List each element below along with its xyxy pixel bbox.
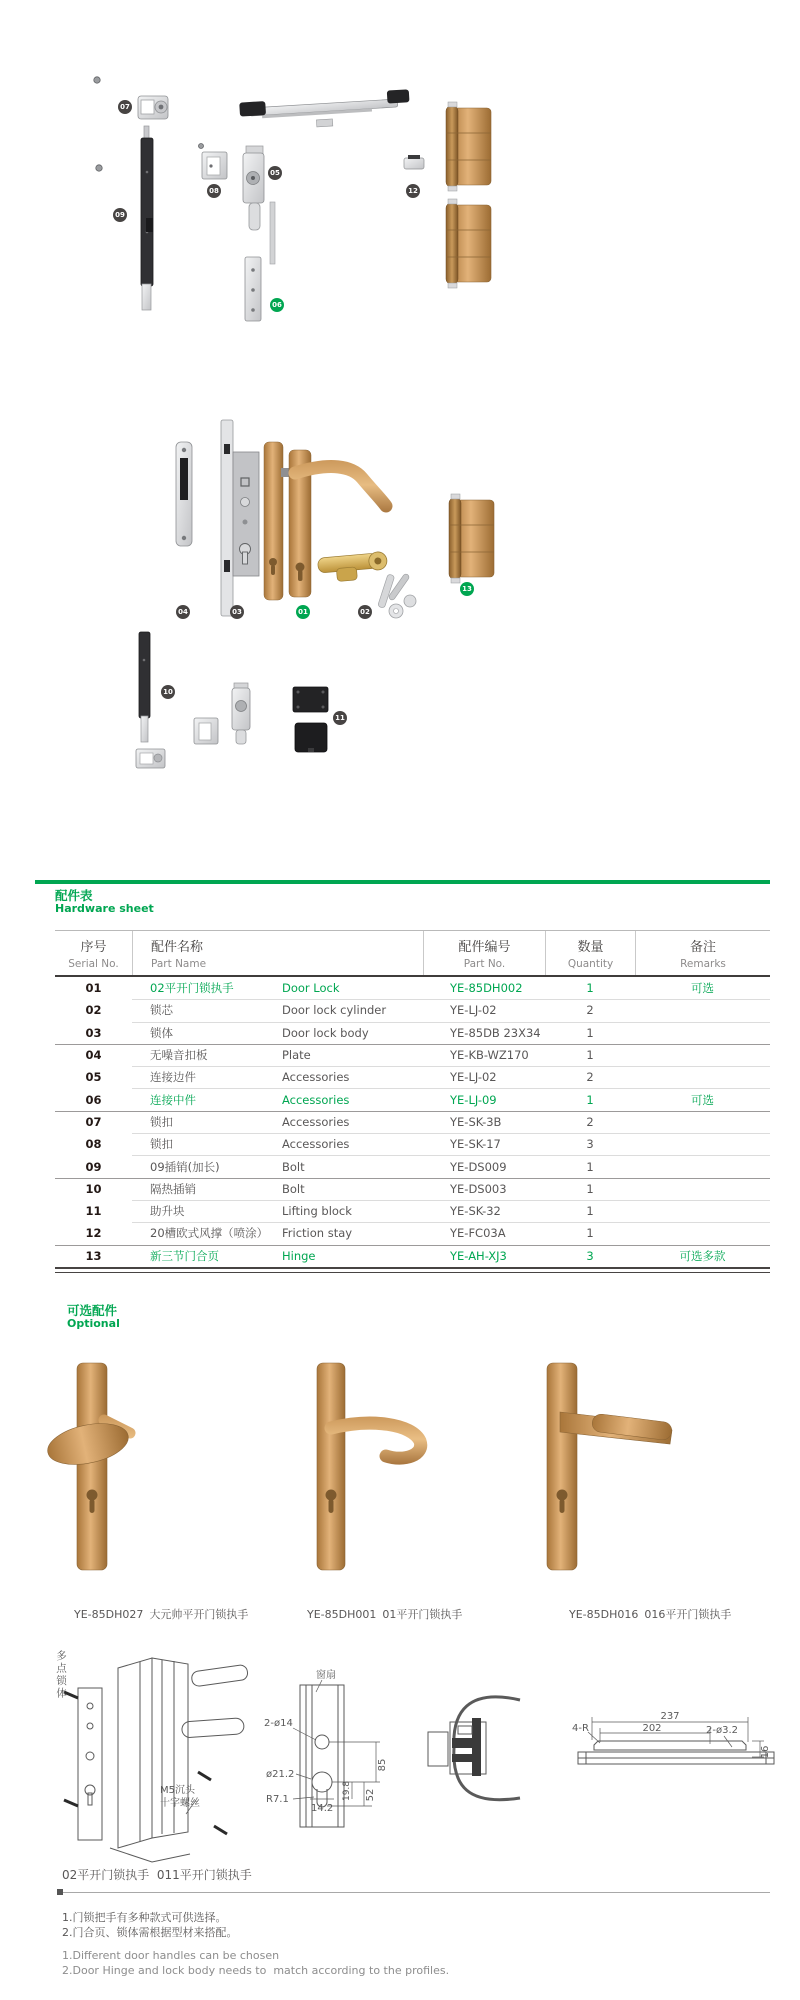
cell-part-name: 锁扣 Accessories	[150, 1137, 350, 1152]
dim-237: 237	[660, 1711, 680, 1722]
handle-caption-name: 016平开门锁执手	[644, 1608, 732, 1621]
plate-profile-drawing	[578, 1717, 774, 1764]
table-row	[55, 1044, 770, 1066]
cell-rmk: 可选	[691, 981, 714, 996]
cell-part-name: 锁芯 Door lock cylinder	[150, 1003, 387, 1018]
table-row	[55, 1133, 770, 1155]
small-keeper-illustration	[136, 749, 165, 768]
cell-part-name: 02平开门锁执手 Door Lock	[150, 981, 340, 996]
square-keeper-illustration	[202, 152, 227, 179]
cell-serial: 08	[85, 1137, 102, 1152]
edge-latch-illustration	[243, 146, 264, 230]
callout-04: 04	[176, 605, 190, 619]
insulated-bolt-illustration	[139, 632, 150, 742]
cell-pno: YE-FC03A	[450, 1226, 506, 1241]
table-row	[55, 977, 770, 999]
header-serial-en: Serial No.	[68, 958, 119, 970]
dim-4r: 4-R	[572, 1723, 589, 1734]
cell-pno: YE-DS003	[450, 1181, 507, 1196]
handle-caption	[60, 1593, 248, 1635]
drawings-caption: 02平开门锁执手 011平开门锁执手	[62, 1868, 252, 1882]
cell-part-name: 新三节门合页 Hinge	[150, 1248, 316, 1263]
cell-qty: 2	[586, 1070, 594, 1085]
cell-part-name: 助升块 Lifting block	[150, 1204, 352, 1219]
optional-title	[67, 1304, 120, 1331]
callout-13: 13	[460, 582, 474, 596]
lock-body-illustration	[221, 420, 259, 616]
cell-part-name: 隔热插销 Bolt	[150, 1181, 305, 1196]
callout-06: 06	[270, 298, 284, 312]
lifting-block-illustration	[293, 687, 328, 752]
dim-198: 19.8	[342, 1780, 352, 1802]
handle-caption	[555, 1593, 731, 1635]
table-row	[55, 999, 770, 1021]
stay-bracket-illustration	[404, 155, 424, 169]
table-row	[55, 1200, 770, 1222]
table-row	[55, 1111, 770, 1133]
note-cn-2: 2.门合页、锁体需根据型材来搭配。	[62, 1926, 238, 1939]
exploded-diagram	[94, 77, 494, 768]
hardware-sheet-title-en: Hardware sheet	[55, 902, 154, 916]
notes-cn	[62, 1910, 238, 1940]
handle-caption-code: YE-85DH001	[307, 1608, 377, 1621]
cell-qty: 1	[586, 1159, 594, 1174]
door-hinge-illustration	[449, 494, 494, 583]
cell-serial: 09	[85, 1159, 102, 1174]
dim-202: 202	[642, 1723, 662, 1734]
cell-pno: YE-LJ-09	[450, 1092, 497, 1107]
callout-07: 07	[118, 100, 132, 114]
cell-part-name: 锁体 Door lock body	[150, 1025, 369, 1040]
cell-serial: 04	[85, 1048, 102, 1063]
header-quantity-en: Quantity	[567, 958, 614, 970]
header-part-no-en: Part No.	[463, 958, 506, 970]
header-serial-cn: 序号	[80, 940, 107, 955]
handle-caption-name: 01平开门锁执手	[382, 1608, 463, 1621]
cell-qty: 1	[586, 1226, 594, 1241]
cell-qty: 1	[586, 1025, 594, 1040]
cell-serial: 10	[85, 1181, 102, 1196]
cell-serial: 02	[85, 1003, 102, 1018]
cell-rmk: 可选多款	[679, 1248, 726, 1263]
cell-serial: 01	[85, 981, 102, 996]
table-row	[55, 1155, 770, 1177]
cell-qty: 2	[586, 1114, 594, 1129]
handle-016-illustration	[547, 1363, 673, 1570]
dim-2xd14: 2-ø14	[264, 1718, 293, 1729]
cell-serial: 06	[85, 1092, 102, 1107]
header-remarks-en: Remarks	[680, 958, 726, 970]
section-divider-rule	[35, 880, 770, 884]
cell-serial: 11	[85, 1204, 102, 1219]
header-quantity	[545, 931, 635, 975]
callout-02: 02	[358, 605, 372, 619]
friction-stay-illustration	[239, 89, 411, 131]
table-row	[55, 1245, 770, 1267]
handle-section-drawing	[428, 1697, 520, 1800]
callout-10: 10	[161, 685, 175, 699]
header-serial	[55, 931, 132, 975]
cell-qty: 1	[586, 1204, 594, 1219]
header-remarks-cn: 备注	[689, 940, 716, 955]
door-hinge-illustration	[446, 102, 491, 191]
sash-label: 窗扇	[316, 1670, 336, 1681]
cell-part-name: 09插销(加长) Bolt	[150, 1159, 305, 1174]
screw-spec-label-1: M5沉头	[160, 1785, 195, 1796]
callout-08: 08	[207, 184, 221, 198]
table-row	[55, 1088, 770, 1110]
cell-serial: 07	[85, 1114, 102, 1129]
dim-142: 14.2	[311, 1803, 334, 1814]
cell-pno: YE-SK-17	[450, 1137, 501, 1152]
optional-handles	[44, 1363, 673, 1570]
cell-qty: 1	[586, 1181, 594, 1196]
note-en-2: 2.Door Hinge and lock body needs to match according to the profiles.	[62, 1964, 450, 1977]
handle-caption	[293, 1593, 462, 1635]
cell-part-name: 连接中件 Accessories	[150, 1092, 350, 1107]
footer-divider-square	[57, 1889, 63, 1895]
header-quantity-cn: 数量	[577, 940, 604, 955]
cell-part-name: 锁扣 Accessories	[150, 1114, 350, 1129]
hardware-table-header	[55, 930, 770, 977]
cell-part-name: 连接边件 Accessories	[150, 1070, 350, 1085]
cell-pno: YE-SK-32	[450, 1204, 501, 1219]
cell-pno: YE-85DH002	[450, 981, 523, 996]
technical-drawings	[64, 1658, 774, 1862]
table-row	[55, 1066, 770, 1088]
callout-11: 11	[333, 711, 347, 725]
notes-en	[62, 1948, 449, 1978]
multi-lock-body-label: 多点锁体	[55, 1650, 67, 1700]
callout-03: 03	[230, 605, 244, 619]
callout-01: 01	[296, 605, 310, 619]
cell-serial: 13	[85, 1248, 102, 1263]
optional-title-en: Optional	[67, 1317, 120, 1331]
cell-part-name: 20槽欧式风撑（喷涂） Friction stay	[150, 1226, 353, 1241]
sash-drawing	[293, 1680, 380, 1827]
cell-qty: 1	[586, 1092, 594, 1107]
cell-qty: 3	[586, 1137, 594, 1152]
dim-85: 85	[377, 1758, 388, 1772]
table-row	[55, 1178, 770, 1200]
cell-pno: YE-LJ-02	[450, 1070, 497, 1085]
edge-latch-illustration	[232, 683, 250, 744]
cell-part-name: 无噪音扣板 Plate	[150, 1048, 311, 1063]
cell-rmk: 可选	[691, 1092, 714, 1107]
cell-pno: YE-KB-WZ170	[450, 1048, 529, 1063]
optional-title-cn: 可选配件	[67, 1303, 118, 1318]
dim-2xd32: 2-ø3.2	[706, 1725, 738, 1736]
note-en-1: 1.Different door handles can be chosen	[62, 1949, 280, 1962]
cell-qty: 2	[586, 1003, 594, 1018]
lock-keeper-illustration	[138, 96, 168, 119]
handle-caption-code: YE-85DH027	[74, 1608, 144, 1621]
long-bolt-illustration	[141, 126, 153, 310]
keys-illustration	[378, 573, 416, 618]
table-row	[55, 1022, 770, 1044]
square-keeper-illustration	[194, 718, 218, 744]
header-part-name	[132, 931, 423, 975]
hardware-table	[55, 930, 770, 1269]
assembly-drawing	[64, 1658, 248, 1862]
door-handle-illustration	[264, 442, 386, 600]
callout-12: 12	[406, 184, 420, 198]
header-part-no	[423, 931, 545, 975]
header-part-name-en: Part Name	[151, 958, 207, 970]
header-part-name-cn: 配件名称	[151, 940, 204, 955]
handle-027-illustration	[44, 1363, 132, 1570]
callout-09: 09	[113, 208, 127, 222]
header-remarks	[635, 931, 770, 975]
cell-serial: 03	[85, 1025, 102, 1040]
screw-spec-label-2: 十字螺丝	[160, 1798, 200, 1809]
connecting-rod-illustration	[270, 202, 275, 264]
hardware-sheet-title-cn: 配件表	[55, 888, 93, 903]
cell-pno: YE-85DB 23X34	[450, 1025, 541, 1040]
dim-52: 52	[365, 1788, 376, 1802]
cell-qty: 1	[586, 1048, 594, 1063]
door-hinge-illustration	[446, 199, 491, 288]
strike-plate-illustration	[176, 442, 192, 546]
cell-qty: 3	[586, 1248, 594, 1263]
cell-serial: 12	[85, 1226, 102, 1241]
dim-r71: R7.1	[266, 1794, 289, 1805]
header-part-no-cn: 配件编号	[458, 940, 511, 955]
cell-pno: YE-AH-XJ3	[450, 1248, 507, 1263]
dim-d212: ø21.2	[266, 1769, 295, 1780]
cell-serial: 05	[85, 1070, 102, 1085]
middle-connector-illustration	[245, 257, 261, 321]
cell-pno: YE-SK-3B	[450, 1114, 502, 1129]
hardware-sheet-title	[55, 889, 154, 916]
dim-16: 16	[760, 1745, 771, 1759]
callout-05: 05	[268, 166, 282, 180]
hardware-table-body	[55, 977, 770, 1269]
handle-caption-name: 大元帅平开门锁执手	[149, 1608, 249, 1621]
cell-pno: YE-DS009	[450, 1159, 507, 1174]
cell-qty: 1	[586, 981, 594, 996]
note-cn-1: 1.门锁把手有多种款式可供选择。	[62, 1911, 227, 1924]
cell-pno: YE-LJ-02	[450, 1003, 497, 1018]
handle-001-illustration	[317, 1363, 421, 1570]
handle-caption-code: YE-85DH016	[569, 1608, 639, 1621]
footer-divider	[57, 1892, 770, 1893]
table-row	[55, 1222, 770, 1244]
